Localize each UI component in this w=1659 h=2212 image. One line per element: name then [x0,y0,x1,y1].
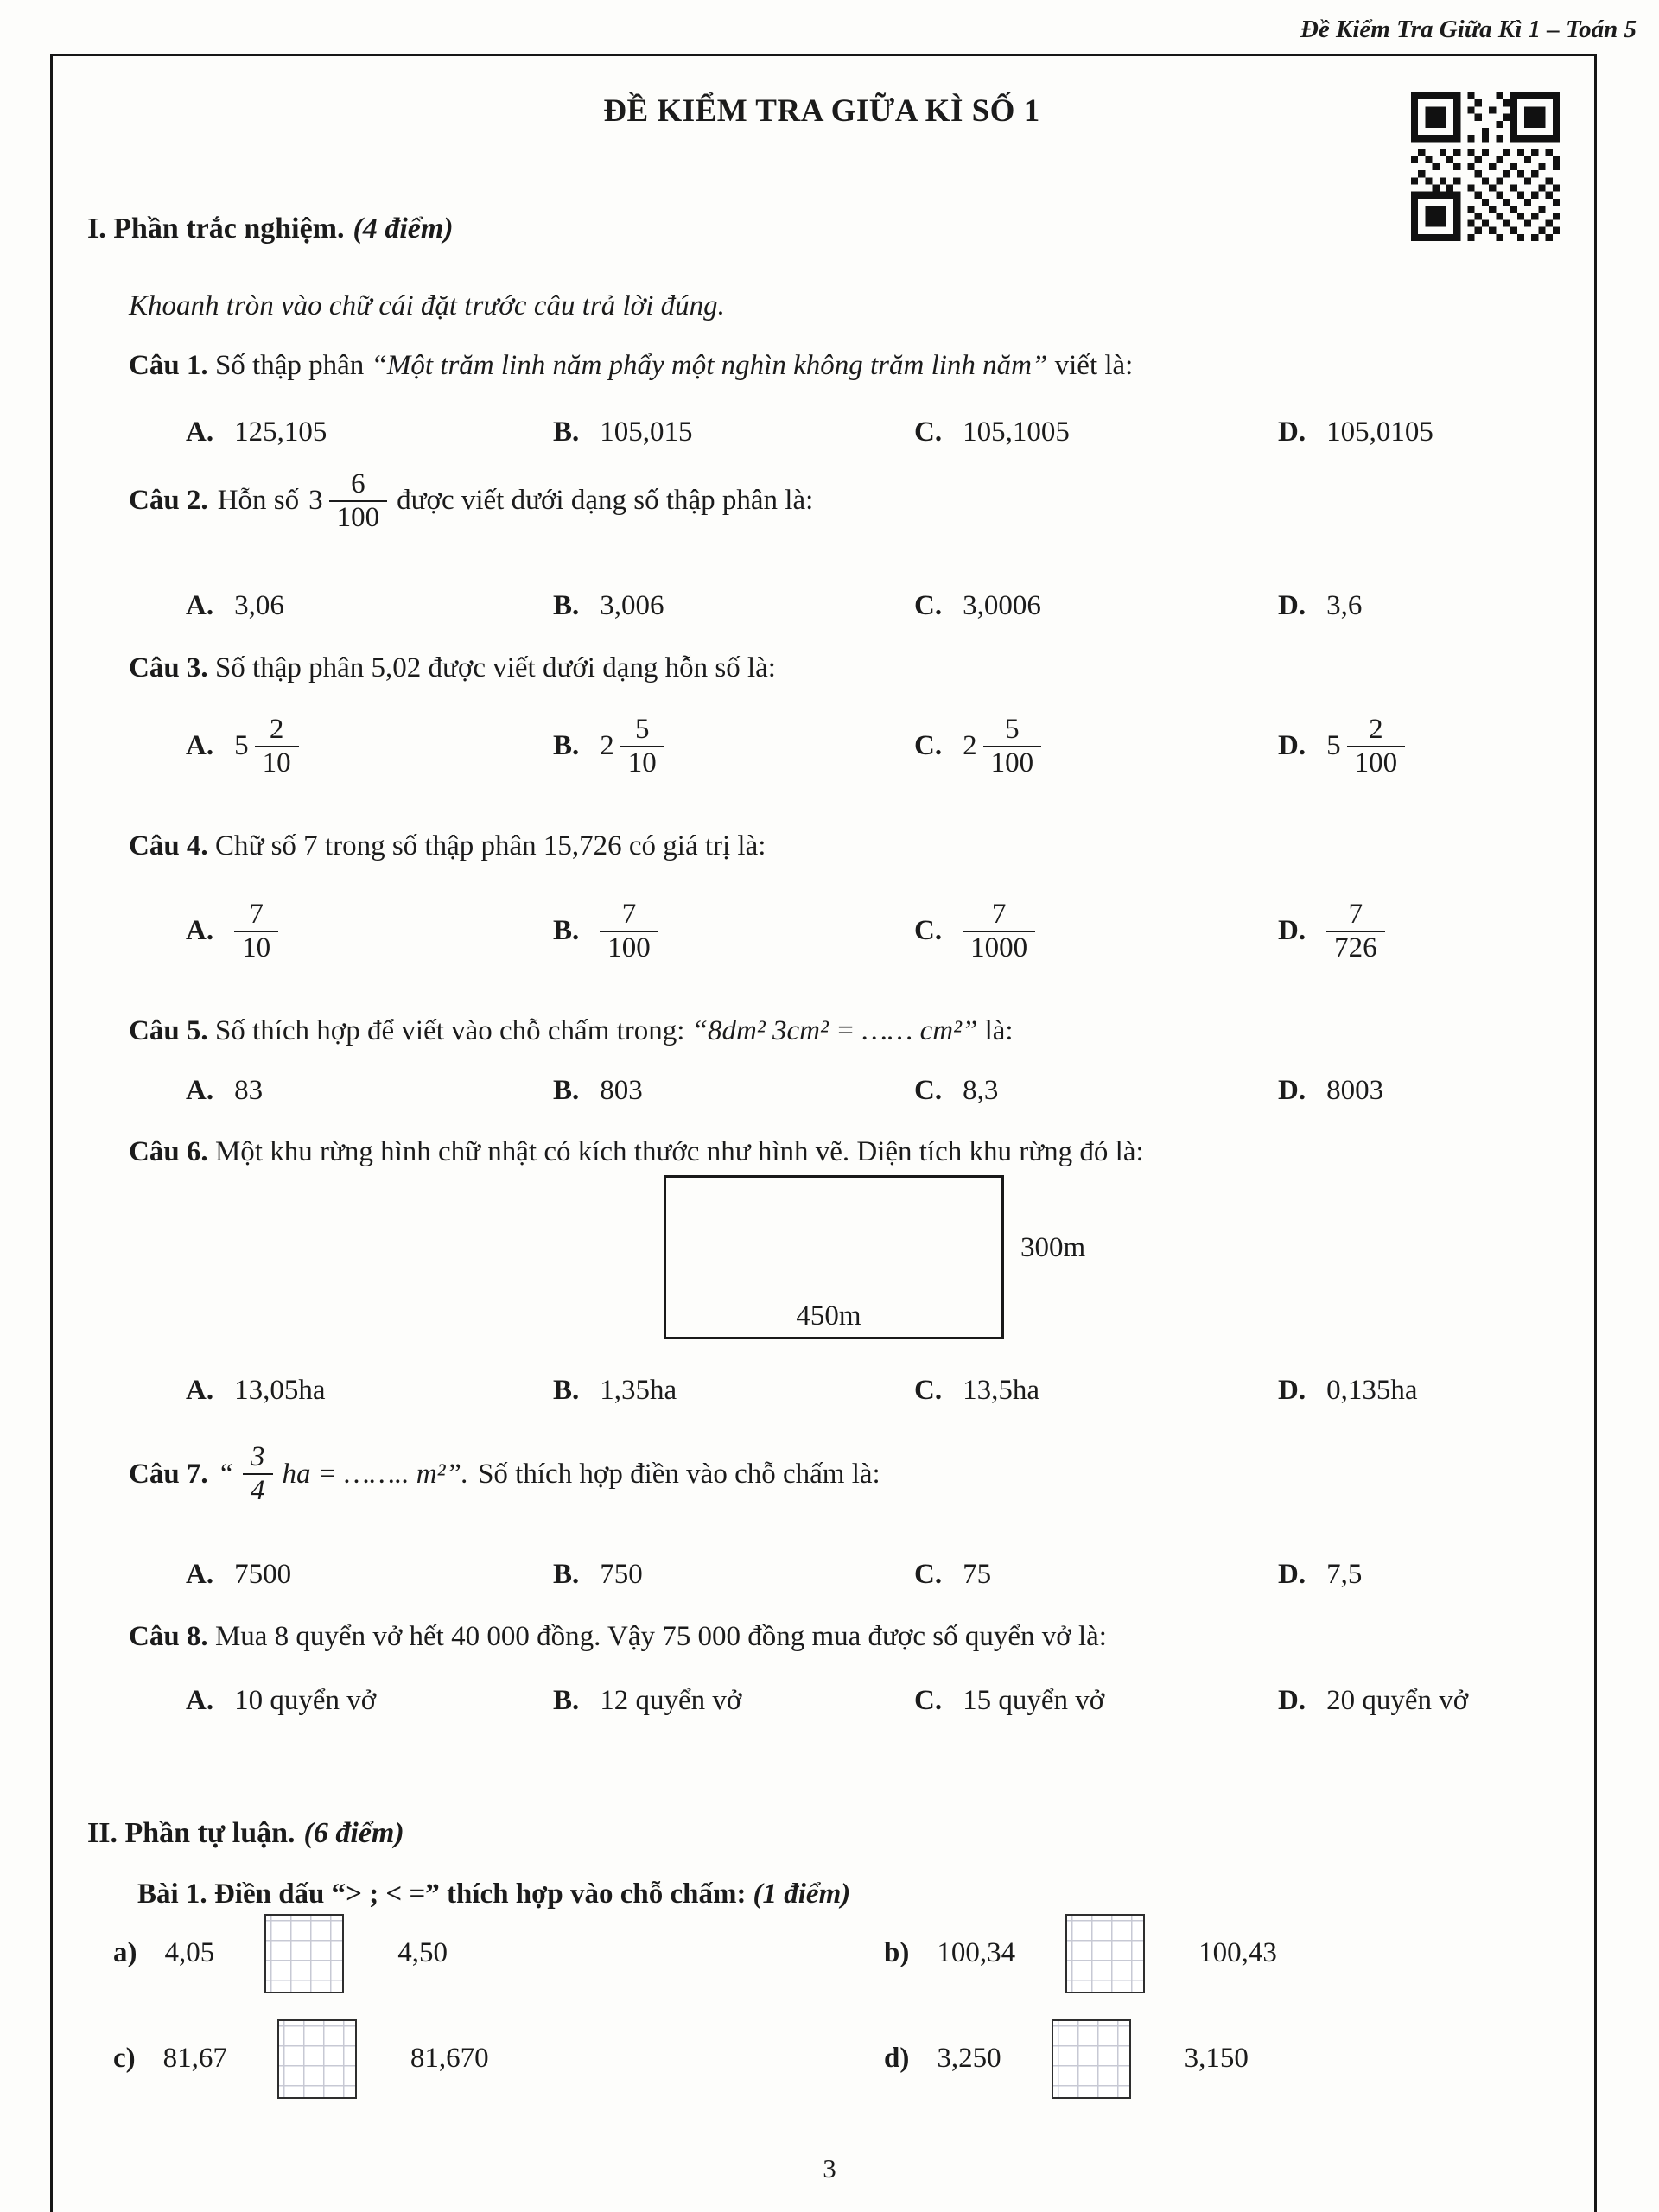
doc-frame [50,54,1597,2212]
q7-option-d [1278,1556,1556,1593]
q4-option-d [1278,899,1556,964]
q2-option-d [1278,588,1556,625]
q3-option-a [186,714,553,779]
right-value: 81,670 [410,2043,489,2075]
q7-option-a [186,1556,553,1593]
q8-option-d [1278,1682,1556,1719]
fraction [963,899,1035,964]
option-letter: C. [914,730,943,762]
mixed-number [963,714,1041,779]
question-6-text: Một khu rừng hình chữ nhật có kích thước như hình vẽ. Diện tích khu rừng đó là: [214,1136,1144,1168]
q5-option-d [1278,1072,1556,1109]
answer-box [277,2019,357,2099]
option-letter: B. [553,1684,580,1716]
item-label: d) [884,2043,910,2075]
option-letter: A. [186,416,214,448]
content [53,56,1594,2100]
q5-option-b [553,1072,914,1109]
option-value: 13,5ha [963,1375,1039,1407]
option-letter: B. [553,1075,580,1107]
option-letter: C. [914,915,943,947]
option-letter: A. [186,1684,214,1716]
question-7-open-quote: “ [217,1458,234,1490]
option-letter: B. [553,416,580,448]
header-note: Đề Kiểm Tra Giữa Kì 1 – Toán 5 [1300,16,1637,43]
question-5-label: Câu 5. [129,1014,208,1046]
option-value: 13,05ha [234,1375,326,1407]
fraction [234,899,278,964]
question-2-post: được viết dưới dạng số thập phân là: [397,485,814,517]
q6-option-d [1278,1372,1556,1409]
q2-option-c [914,588,1278,625]
left-value: 81,67 [162,2043,227,2075]
option-value: 10 quyển vở [234,1684,377,1716]
q6-figure [664,1175,1556,1344]
numerator: 2 [1369,713,1383,745]
option-value: 8,3 [963,1075,999,1107]
question-7-options [186,1556,1556,1593]
section-2-heading [87,1815,1556,1853]
option-letter: D. [1278,1075,1306,1107]
q6-option-b [553,1372,914,1409]
option-letter: D. [1278,416,1306,448]
figure-width-label: 450m [796,1300,861,1332]
question-6-label: Câu 6. [129,1136,208,1168]
denominator: 100 [329,500,388,534]
question-3-label: Câu 3. [129,652,208,683]
denominator: 1000 [963,931,1035,964]
q5-option-a [186,1072,553,1109]
question-1-post: viết là: [1054,350,1134,382]
section-1-points: (4 điểm) [353,213,454,245]
q4-option-a [186,899,553,964]
q1-option-d [1278,414,1556,451]
option-letter: A. [186,915,214,947]
question-5-options [186,1072,1556,1109]
question-6-options [186,1372,1556,1409]
question-6 [129,1134,1556,1171]
denominator: 726 [1326,931,1385,964]
option-value: 803 [600,1075,643,1107]
option-value: 105,0105 [1326,416,1433,448]
option-value: 15 quyển vở [963,1684,1105,1716]
question-7 [129,1441,1556,1507]
question-5-post: là: [984,1014,1014,1046]
question-1-label: Câu 1. [129,350,208,382]
mixed-number [600,714,664,779]
question-8-text: Mua 8 quyển vở hết 40 000 đồng. Vậy 75 000 đồng mua được số quyển vở là: [214,1620,1107,1652]
option-letter: C. [914,589,943,621]
option-value: 105,015 [600,416,693,448]
section-1-heading [87,210,1556,248]
option-letter: D. [1278,589,1306,621]
qr-code-icon [1411,92,1560,241]
option-value: 3,0006 [963,589,1041,621]
question-1-options [186,414,1556,451]
option-value: 3,06 [234,589,284,621]
denominator: 100 [983,746,1042,779]
exercise-1-points: (1 điểm) [753,1878,851,1910]
item-label: b) [884,1937,910,1969]
mixed-number [308,468,387,534]
numerator: 7 [1348,898,1363,930]
option-value: 0,135ha [1326,1375,1418,1407]
option-letter: A. [186,1559,214,1590]
right-value: 3,150 [1184,2043,1249,2075]
option-letter: A. [186,730,214,762]
option-value: 83 [234,1075,264,1107]
numerator: 2 [269,713,284,745]
question-5-quote: “8dm² 3cm² = …… cm²” [691,1014,978,1046]
comparison-row-1 [113,1913,1556,1994]
fraction [983,714,1042,779]
question-4-label: Câu 4. [129,830,208,861]
q2-option-b [553,588,914,625]
denominator: 4 [243,1473,273,1507]
q8-option-a [186,1682,553,1719]
question-2-label: Câu 2. [129,485,208,517]
question-8 [129,1618,1556,1656]
question-8-options [186,1682,1556,1719]
fraction [600,899,658,964]
denominator: 10 [255,746,299,779]
comparison-item-c [113,2019,884,2099]
q6-option-c [914,1372,1278,1409]
question-7-post: Số thích hợp điền vào chỗ chấm là: [478,1458,880,1490]
doc-title: ĐỀ KIỂM TRA GIỮA KÌ SỐ 1 [603,93,1040,129]
question-3-text: Số thập phân 5,02 được viết dưới dạng hỗn số là: [214,652,776,683]
question-3-options [186,707,1556,786]
whole-number: 2 [600,730,614,762]
option-letter: D. [1278,730,1306,762]
q3-option-b [553,714,914,779]
option-letter: D. [1278,1375,1306,1407]
comparison-item-b [884,1914,1556,1993]
right-value: 4,50 [397,1937,448,1969]
whole-number: 2 [963,730,977,762]
exercise-1-text: Điền dấu “> ; < =” thích hợp vào chỗ chấm: [213,1878,747,1910]
question-7-quote-text: ha = …….. m²”. [282,1458,469,1490]
left-value: 100,34 [937,1937,1016,1969]
left-value: 3,250 [937,2043,1001,2075]
denominator: 10 [620,746,664,779]
answer-box [1052,2019,1131,2099]
option-value: 8003 [1326,1075,1384,1107]
question-5 [129,1013,1556,1050]
denominator: 100 [1347,746,1406,779]
rectangle-shape [664,1175,1086,1339]
item-label: c) [113,2043,136,2075]
whole-number: 3 [308,485,323,517]
q8-option-c [914,1682,1278,1719]
option-value: 750 [600,1559,643,1590]
q7-option-c [914,1556,1278,1593]
question-4-text: Chữ số 7 trong số thập phân 15,726 có giá trị là: [214,830,766,861]
option-value: 125,105 [234,416,327,448]
option-value: 105,1005 [963,416,1070,448]
exercise-1-heading [137,1876,1556,1913]
q5-option-c [914,1072,1278,1109]
q1-option-c [914,414,1278,451]
comparison-item-a [113,1914,884,1993]
question-4 [129,828,1556,865]
option-letter: D. [1278,1559,1306,1590]
option-letter: C. [914,416,943,448]
numerator: 3 [251,1441,265,1473]
numerator: 7 [621,898,637,930]
option-letter: B. [553,730,580,762]
question-2-options [186,588,1556,625]
q8-option-b [553,1682,914,1719]
question-1 [129,347,1556,385]
denominator: 100 [600,931,658,964]
option-letter: C. [914,1559,943,1590]
option-letter: B. [553,1559,580,1590]
option-letter: B. [553,1375,580,1407]
question-2-pre: Hỗn số [217,485,300,517]
mixed-number [1326,714,1405,779]
section-2-points: (6 điểm) [303,1816,404,1849]
instruction: Khoanh tròn vào chữ cái đặt trước câu trả lời đúng. [129,290,725,322]
option-letter: C. [914,1075,943,1107]
question-1-pre: Số thập phân [214,350,365,382]
right-value: 100,43 [1198,1937,1277,1969]
numerator: 7 [249,898,264,930]
fraction [329,468,388,534]
fraction [1326,899,1385,964]
numerator: 7 [991,898,1007,930]
fraction [1347,714,1406,779]
option-value: 7,5 [1326,1559,1363,1590]
question-1-quote: “Một trăm linh năm phẩy một nghìn không trăm linh năm” [371,350,1048,382]
option-letter: C. [914,1684,943,1716]
fraction [243,1441,273,1507]
fraction [620,714,664,779]
q1-option-a [186,414,553,451]
q3-option-c [914,714,1278,779]
numerator: 5 [1005,713,1020,745]
option-value: 7500 [234,1559,292,1590]
option-value: 20 quyển vở [1326,1684,1469,1716]
option-value: 75 [963,1559,992,1590]
option-letter: A. [186,1075,214,1107]
q6-option-a [186,1372,553,1409]
q4-option-c [914,899,1278,964]
q7-option-b [553,1556,914,1593]
question-5-pre: Số thích hợp để viết vào chỗ chấm trong: [214,1014,685,1046]
whole-number: 5 [234,730,249,762]
mixed-number [234,714,299,779]
q1-option-b [553,414,914,451]
option-letter: A. [186,1375,214,1407]
section-1-label: I. Phần trắc nghiệm. [87,213,345,245]
option-value: 12 quyển vở [600,1684,742,1716]
q4-option-b [553,899,914,964]
numerator: 5 [635,713,650,745]
denominator: 10 [234,931,278,964]
option-letter: C. [914,1375,943,1407]
option-letter: D. [1278,1684,1306,1716]
option-letter: B. [553,915,580,947]
option-letter: A. [186,589,214,621]
option-value: 3,006 [600,589,664,621]
fraction [255,714,299,779]
comparison-item-d [884,2019,1556,2099]
option-value: 1,35ha [600,1375,677,1407]
question-8-label: Câu 8. [129,1620,208,1652]
section-2-label: II. Phần tự luận. [87,1816,296,1849]
answer-box [264,1914,344,1993]
item-label: a) [113,1937,137,1969]
comparison-row-2 [113,2018,1556,2100]
figure-height-label: 300m [1020,1232,1086,1264]
answer-box [1065,1914,1145,1993]
option-letter: B. [553,589,580,621]
option-value: 3,6 [1326,589,1363,621]
question-4-options [186,892,1556,971]
exercise-1-label: Bài 1. [137,1878,207,1910]
question-7-label: Câu 7. [129,1458,208,1490]
numerator: 6 [351,467,365,499]
q3-option-d [1278,714,1556,779]
whole-number: 5 [1326,730,1341,762]
left-value: 4,05 [164,1937,215,1969]
page-number: 3 [823,2152,836,2183]
question-3 [129,650,1556,687]
question-2 [129,468,1556,534]
option-letter: D. [1278,915,1306,947]
q2-option-a [186,588,553,625]
